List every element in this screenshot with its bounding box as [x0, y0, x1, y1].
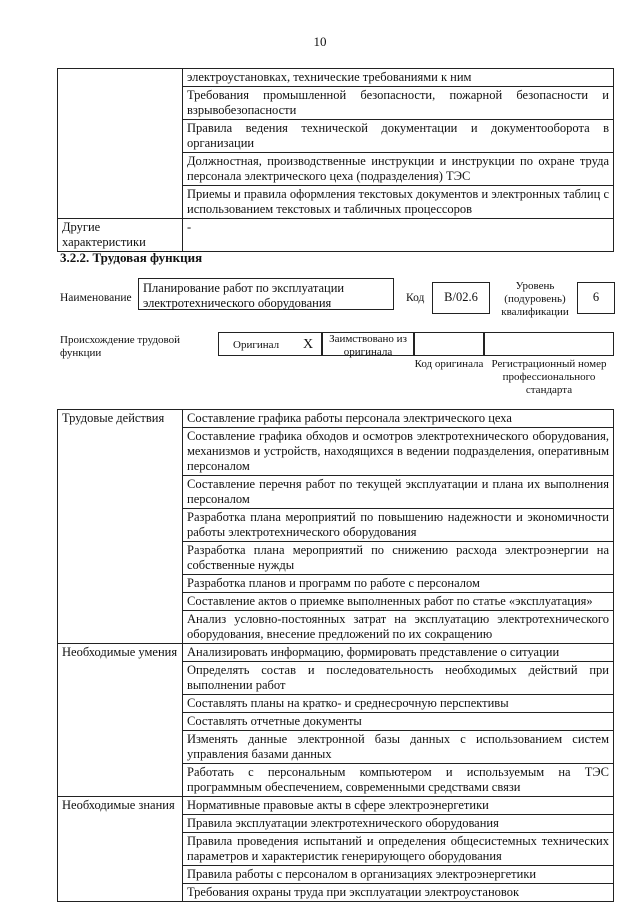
table-cell: Разработка планов и программ по работе с персоналом — [183, 575, 614, 593]
table-label: Трудовые действия — [58, 410, 183, 644]
level-value: 6 — [577, 282, 615, 314]
name-label: Наименование — [60, 292, 132, 304]
table-cell: Составлять планы на кратко- и среднесрочную перспективы — [183, 695, 614, 713]
code-label: Код — [406, 292, 425, 304]
table-cell: Правила проведения испытаний и определения общесистемных технических параметров и характеристик генерирующего оборудования — [183, 833, 614, 866]
page-number: 10 — [313, 34, 327, 49]
origin-label: Происхождение трудовой функции — [60, 334, 181, 359]
table-cell: Работать с персональным компьютером и используемым на ТЭС программным обеспечением, современными средствами связи — [183, 764, 614, 797]
table-cell: Правила эксплуатации электротехнического оборудования — [183, 815, 614, 833]
code-original-box — [414, 332, 484, 356]
code-original-label: Код оригинала — [414, 358, 484, 370]
table-cell: Разработка плана мероприятий по снижению расхода электроэнергии на собственные нужды — [183, 542, 614, 575]
table-cell: - — [183, 219, 614, 252]
table-cell: Анализ условно-постоянных затрат на эксплуатацию электротехнического оборудования, внесение предложений по их сокращению — [183, 611, 614, 644]
table-cell: электроустановках, технические требованиями к ним — [183, 69, 614, 87]
table-row — [58, 410, 614, 428]
table-cell: Разработка плана мероприятий по повышению надежности и экономичности работы электротехнического оборудования — [183, 509, 614, 542]
original-mark: X — [303, 337, 314, 352]
table-cell: Составление актов о приемке выполненных работ по статье «эксплуатация» — [183, 593, 614, 611]
table-cell: Требования охраны труда при эксплуатации электроустановок — [183, 884, 614, 902]
table-label: Необходимые знания — [58, 797, 183, 902]
reg-number-box — [484, 332, 614, 356]
name-value: Планирование работ по эксплуатации электротехнического оборудования — [138, 278, 394, 310]
top-table — [57, 68, 614, 252]
table-cell: Приемы и правила оформления текстовых документов и электронных таблиц с использованием текстовых и табличных процессоров — [183, 186, 614, 219]
table-label — [58, 69, 183, 219]
table-label: Другие характеристики — [58, 219, 183, 252]
table-cell: Составление графика работы персонала электрического цеха — [183, 410, 614, 428]
reg-number-label: Регистрационный номер профессионального стандарта — [491, 358, 607, 396]
level-label: Уровень (подуровень) квалификации — [501, 280, 569, 318]
table-row — [58, 644, 614, 662]
original-label: Оригинал — [233, 339, 280, 351]
table-cell: Анализировать информацию, формировать представление о ситуации — [183, 644, 614, 662]
table-cell: Составление графика обходов и осмотров электротехнического оборудования, механизмов и устройств, находящихся в ведении подразделения, оперативным персоналом — [183, 428, 614, 476]
original-box — [218, 332, 322, 356]
section-heading: 3.2.2. Трудовая функция — [60, 250, 203, 265]
table-cell: Требования промышленной безопасности, пожарной безопасности и взрывобезопасности — [183, 87, 614, 120]
table-cell: Изменять данные электронной базы данных с использованием систем управления базами данных — [183, 731, 614, 764]
borrowed-box: Заимствовано из оригинала — [322, 332, 414, 356]
table-cell: Составлять отчетные документы — [183, 713, 614, 731]
table-row — [58, 797, 614, 815]
table-cell: Должностная, производственные инструкции и инструкции по охране труда персонала электрического цеха (подразделения) ТЭС — [183, 153, 614, 186]
table-cell: Правила ведения технической документации и документооборота в организации — [183, 120, 614, 153]
table-cell: Нормативные правовые акты в сфере электроэнергетики — [183, 797, 614, 815]
table-cell: Определять состав и последовательность необходимых действий при выполнении работ — [183, 662, 614, 695]
table-cell: Составление перечня работ по текущей эксплуатации и плана их выполнения персоналом — [183, 476, 614, 509]
table-cell: Правила работы с персоналом в организациях электроэнергетики — [183, 866, 614, 884]
code-value: B/02.6 — [432, 282, 490, 314]
main-table — [57, 409, 614, 902]
table-label: Необходимые умения — [58, 644, 183, 797]
